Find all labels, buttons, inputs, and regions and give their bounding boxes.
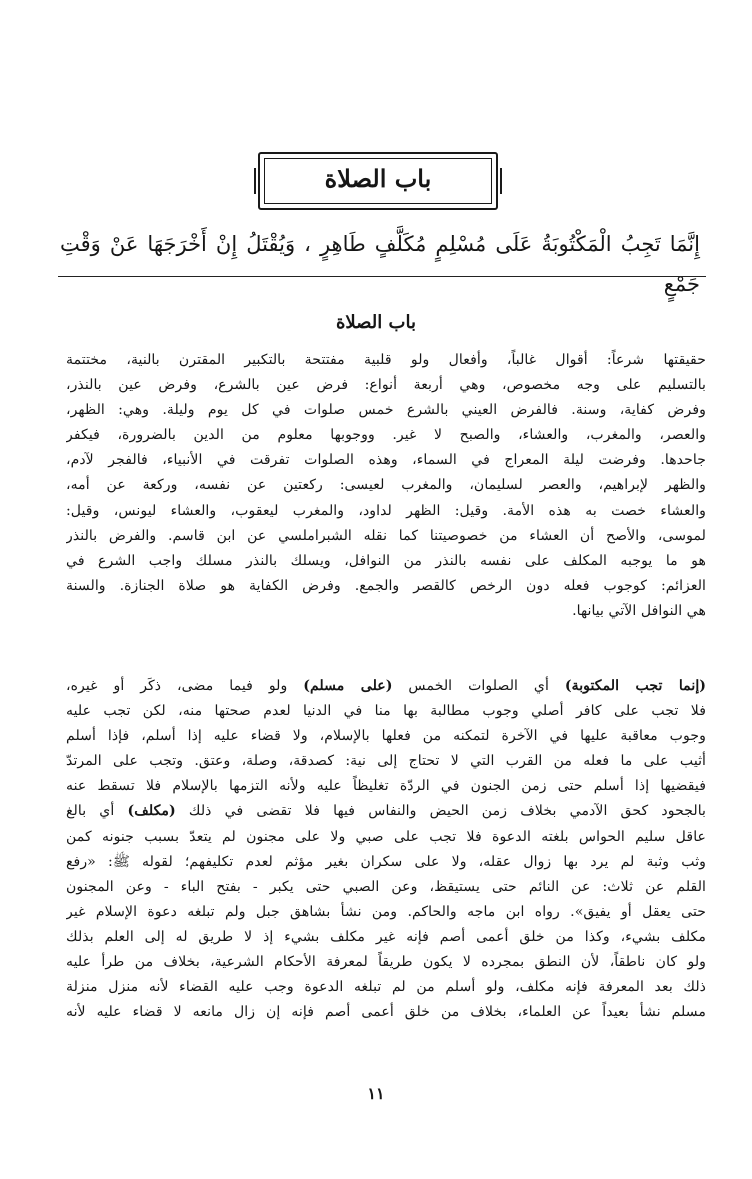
paragraph-line xyxy=(66,975,706,1000)
paragraph-line xyxy=(66,875,706,900)
paragraph-line: العزائم: كوجوب فعله دون الرخص كالقصر والجمع. وفرض الكفاية هو صلاة الجنازة. والسنة xyxy=(66,577,706,594)
paragraph-line: جاحدها. وفرضت ليلة المعراج في السماء، وهذه الصلوات تفرقت في الأنبياء، فالفجر لآدم، xyxy=(66,452,706,469)
paragraph-line: هو ما يوجبه المكلف على نفسه بالنذر من النوافل، ويسلك بالنذر مسلك واجب الشرع في xyxy=(66,552,706,569)
commentary-text: فيقضيها إذا أسلم حتى زمن الجنون في الردّة تغليظاً عليه ولأنه التزمها بالإسلام فلا تسقط عنه xyxy=(66,778,706,795)
matn-text: إِنَّمَا تَجِبُ الْمَكْتُوبَةُ عَلَى مُسْلِمٍ مُكَلَّفٍ طَاهِرٍ ، وَيُقْتَلُ إِنْ أَخْرَجَهَا عَنْ وَقْتِ جَمْعٍ xyxy=(60,232,700,296)
paragraph-line xyxy=(66,900,706,925)
commentary-text: ذلك بعد المعرفة فإنه مكلف، ولو أسلم من لم تبلغه الدعوة وجب عليه القضاء لأنه منزل منزلة xyxy=(66,979,706,996)
paragraph-line xyxy=(66,674,706,699)
paragraph-line xyxy=(66,925,706,950)
commentary-text: أثيب على ما فعله من القرب التي لا تحتاج إلى نية: كصدقة، وصلة، وعتق. وتجب على المرتدّ xyxy=(66,753,706,770)
commentary-text: عاقل سليم الحواس بلغته الدعوة فلا تجب على صبي ولا على مجنون لم يتعدّ بسبب جنونه كمن xyxy=(66,828,706,845)
commentary-text: وجوب معاقبة عليها في الآخرة لتمكنه من فعلها بالإسلام، ولا قضاء عليه إذا أسلم، فإذا أسلم xyxy=(66,728,706,745)
chapter-title: باب الصلاة xyxy=(324,164,432,193)
separator-line xyxy=(58,276,706,277)
paragraph-line: وفرض كفاية، وسنة. فالفرض العيني بالشرع خمس صلوات في كل يوم وليلة. وهي: الظهر، xyxy=(66,402,706,419)
matn-quote: (على مسلم) xyxy=(303,678,393,694)
commentary-text: ولو كان ناطقاً، لأن النطق بمجرده لا يكون طريقاً لمعرفة الأحكام الشرعية، بخلاف من طرأ عليه xyxy=(66,954,706,971)
paragraph-line xyxy=(66,950,706,975)
paragraph-line: هي النوافل الآتي بيانها. xyxy=(572,602,706,619)
paragraph-line xyxy=(66,749,706,774)
section-title: باب الصلاة xyxy=(336,312,416,333)
paragraph-line: والعشاء خصت به هذه الأمة. وقيل: الظهر لداود، والمغرب ليعقوب، والعشاء ليونس، وقيل: xyxy=(66,502,706,519)
commentary-text: القلم عن ثلاث: عن النائم حتى يستيقظ، وعن الصبي حتى يكبر - بفتح الباء - وعن المجنون xyxy=(66,878,706,895)
matn-quote: (مكلف) xyxy=(127,803,176,820)
chapter-title-frame xyxy=(258,152,498,210)
paragraph-line xyxy=(66,1000,706,1025)
paragraph-line: لموسى، والأصح أن العشاء من خصوصيتنا كما نقله الشبراملسي عن ابن قاسم. والفرض بالنذر xyxy=(66,527,706,544)
commentary-text: وثب وثبة لم يرد بها زوال عقله، ولا على سكران بغير مؤثم لعدم تكليفهم؛ لقوله ﷺ: «رفع xyxy=(66,853,706,870)
paragraph-line xyxy=(66,774,706,799)
paragraph-line xyxy=(66,825,706,850)
page-number: ١١ xyxy=(367,1084,385,1103)
commentary-text: أي بالغ xyxy=(66,803,128,820)
commentary-paragraph-1 xyxy=(66,348,706,624)
commentary-text: أي الصلوات الخمس xyxy=(392,678,565,694)
commentary-text: فلا تجب على كافر أصلي وجوب مطالبة بها منا في الدنيا لعدم صحتها منه، لكن تجب عليه xyxy=(66,703,706,720)
paragraph-line: والعصر، والمغرب، والعشاء، والصبح لا غير. ووجوبها معلوم من الدين بالضرورة، فيكفر xyxy=(66,427,706,444)
paragraph-line: حقيقتها شرعاً: أقوال غالباً، وأفعال ولو قلبية مفتتحة بالتكبير المقترن بالنية، مختتمة xyxy=(66,352,706,368)
commentary-text: ولو فيما مضى، ذكَر أو غيره، xyxy=(66,678,304,694)
paragraph-line xyxy=(66,724,706,749)
paragraph-line xyxy=(66,799,706,824)
commentary-text: بالجحود كحق الآدمي بخلاف زمن الحيض والنفاس فيها فلا تقضى في ذلك xyxy=(175,803,706,820)
commentary-text: مسلم نشأ بعيداً عن العلماء، بخلاف من خلق أعمى أصم فإنه إن زال مانعه لا قضاء عليه لأنه xyxy=(66,1004,706,1021)
commentary-paragraph-2 xyxy=(66,674,706,1025)
commentary-text: حتى يعقل أو يفيق». رواه ابن ماجه والحاكم. ومن نشأ بشاهق جبل ولم تبلغه دعوة الإسلام غير xyxy=(66,903,706,920)
paragraph-line: بالتسليم على وجه مخصوص، وهي أربعة أنواع: فرض عين بالشرع، وفرض عين بالنذر، xyxy=(66,377,706,394)
paragraph-line xyxy=(66,699,706,724)
paragraph-line: والظهر لإبراهيم، والعصر لسليمان، والمغرب لعيسى: ركعتين عن نفسه، وركعة عن أمه، xyxy=(66,477,706,494)
matn-quote: (إنما تجب المكتوبة) xyxy=(564,678,706,694)
commentary-text: مكلف بشيء، وكذا من خلق أعمى أصم فإنه غير مكلف بشيء إذ لا طريق له إلى العلم بذلك xyxy=(66,928,706,945)
paragraph-line xyxy=(66,850,706,875)
